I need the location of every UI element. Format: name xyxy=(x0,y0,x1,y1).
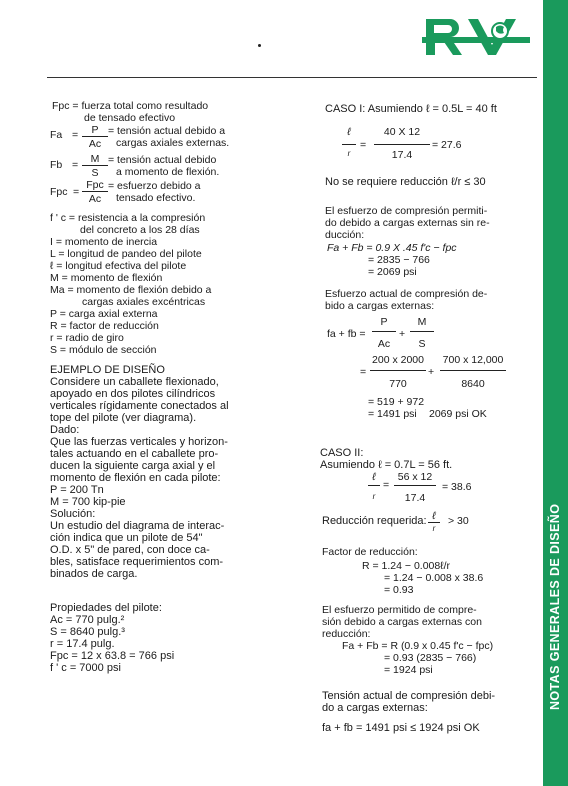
perm2-eq: = 0.93 (2835 − 766) xyxy=(384,652,477,664)
r-den: 17.4 xyxy=(404,492,426,504)
solution-line: Solución: xyxy=(50,508,96,520)
def-line: S = módulo de sección xyxy=(50,344,157,356)
def-line: f ' c = resistencia a la compresión xyxy=(50,212,206,224)
perm-text: ducción: xyxy=(325,229,365,241)
props-line: Propiedades del pilote: xyxy=(50,602,162,614)
example-line: Dado: xyxy=(50,424,80,436)
solution-line: O.D. x 5" de pared, con doce ca- xyxy=(50,544,210,556)
solution-line: binados de carga. xyxy=(50,568,138,580)
example-line: ducen la siguiente carga axial y el xyxy=(50,460,216,472)
perm2-eq: = 1924 psi xyxy=(384,664,433,676)
fpc-def-line1: Fpc = fuerza total como resultado xyxy=(52,100,209,112)
frac-s: S xyxy=(418,338,426,350)
solution-line: bles, satisface requerimientos com- xyxy=(50,556,224,568)
ratio-den: 17.4 xyxy=(391,149,413,161)
ratio-lhs-den: r xyxy=(347,149,351,158)
props-line: S = 8640 pulg.³ xyxy=(50,626,125,638)
perm-eq: = 2835 − 766 xyxy=(368,254,430,266)
n2: 700 x 12,000 xyxy=(442,354,504,366)
def-line: ℓ = longitud efectiva del pilote xyxy=(50,260,187,272)
example-line: momento de flexión en cada pilote: xyxy=(50,472,221,484)
fpc-den: Ac xyxy=(88,193,102,205)
perm2-text: reducción: xyxy=(322,628,371,640)
act2-text: Tensión actual de compresión debi- xyxy=(322,690,496,702)
fb-text1: = tensión actual debido xyxy=(108,154,217,166)
act-text: bido a cargas externas: xyxy=(325,300,435,312)
frac-p: P xyxy=(380,316,388,328)
caso2-assume: Asumiendo ℓ = 0.7L = 56 ft. xyxy=(320,459,453,471)
result-line: = 1491 psi xyxy=(368,408,417,420)
perm-text: El esfuerzo de compresión permiti- xyxy=(325,205,488,217)
perm-eq: Fa + Fb = 0.9 X .45 f'c − fpc xyxy=(327,242,457,254)
r-eq: R = 1.24 − 0.008ℓ/r xyxy=(362,560,451,572)
final-check: fa + fb = 1491 psi ≤ 1924 psi OK xyxy=(322,722,480,734)
act2-text: do a cargas externas: xyxy=(322,702,428,714)
ok-line: 2069 psi OK xyxy=(429,408,487,420)
top-rule xyxy=(47,77,537,78)
def-line: del concreto a los 28 días xyxy=(80,224,200,236)
r-num: 56 x 12 xyxy=(397,471,433,483)
r-eq: = 0.93 xyxy=(384,584,414,596)
perm2-text: El esfuerzo permitido de compre- xyxy=(322,604,477,616)
caso1-title: CASO I: Asumiendo ℓ = 0.5L = 40 ft xyxy=(325,103,497,115)
no-reduction: No se requiere reducción ℓ/r ≤ 30 xyxy=(325,176,486,188)
def-line: P = carga axial externa xyxy=(50,308,158,320)
def-line: L = longitud de pandeo del pilote xyxy=(50,248,202,260)
example-line: M = 700 kip-pie xyxy=(50,496,126,508)
fpc-text1: = esfuerzo debido a xyxy=(108,180,201,192)
frac-ac: Ac xyxy=(377,338,391,350)
r-eq: = 1.24 − 0.008 x 38.6 xyxy=(384,572,484,584)
rv-logo xyxy=(422,17,530,57)
def-line: r = radio de giro xyxy=(50,332,124,344)
def-line: cargas axiales excéntricas xyxy=(82,296,206,308)
ratio-result: = 27.6 xyxy=(432,139,462,151)
example-line: Considere un caballete flexionado, xyxy=(50,376,219,388)
fb-den: S xyxy=(91,167,99,179)
factor-label: Factor de reducción: xyxy=(322,546,418,558)
fpc-text2: tensado efectivo. xyxy=(116,192,196,204)
fb-text2: a momento de flexión. xyxy=(116,166,220,178)
example-line: tales actuando en el caballete pro- xyxy=(50,448,219,460)
props-line: r = 17.4 pulg. xyxy=(50,638,115,650)
perm2-text: sión debido a cargas externas con xyxy=(322,616,482,628)
def-line: R = factor de reducción xyxy=(50,320,159,332)
d2: 8640 xyxy=(461,378,485,390)
perm-text: do debido a cargas externas sin re- xyxy=(325,217,490,229)
perm-eq: = 2069 psi xyxy=(368,266,417,278)
fb-num: M xyxy=(90,153,100,165)
fa-den: Ac xyxy=(88,138,102,150)
example-line: verticales rígidamente conectados al xyxy=(50,400,229,412)
frac-m: M xyxy=(417,316,427,328)
example-line: Que las fuerzas verticales y horizon- xyxy=(50,436,228,448)
fa-lhs: Fa xyxy=(50,129,63,141)
def-line: M = momento de flexión xyxy=(50,272,163,284)
fa-num: P xyxy=(91,124,99,136)
fb-lhs: Fb xyxy=(50,159,63,171)
document-page: Fpc = fuerza total como resultado de tensado efectivo Fa = P Ac = tensión actual debido a cargas axiales externas. Fb = M S = tensión actual debido a momento de flexión. Fpc = Fpc Ac = esfuerzo debido a tensado efectivo. f ' c = resistencia a la compresión del concreto a los 28 días I = momento de inercia L = longitud de pandeo del pilote ℓ = longitud efectiva del pilote M = momento de flexión Ma = momento de flexión debido a cargas axiales excéntricas P = carga axial externa R = factor de reducción r = radio de giro S = módulo de sección EJEMPLO DE DISEÑO Considere un caballete flexionado, apoyado en dos pilotes cilíndricos verticales rígidamente conectados al tope del pilote (ver diagrama). Dado: Que las fuerzas verticales y horizon- tales actuando en el caballete pro- ducen la siguiente carga axial y el momento de flexión en cada pilote: P = 200 Tn M = 700 kip-pie Solución: Un estudio del diagrama de interac- ción indica que un pilote de 54" O.D. x 5" de pared, con doce ca- bles, satisface requerimientos com- binados de carga. Propiedades del pilote: Ac = 770 pulg.² S = 8640 pulg.³ r = 17.4 pulg. Fpc = 12 x 63.8 = 766 psi f ' c = 7000 psi CASO I: Asumiendo ℓ = 0.5L = 40 ft ℓ r = 40 X 12 17.4 = 27.6 No se requiere reducción ℓ/r ≤ 30 El esfuerzo de compresión permiti- do debido a cargas externas sin re- ducción: Fa + Fb = 0.9 X .45 f'c − fpc = 2835 − 766 = 2069 psi Esfuerzo actual de compresión de- bido a cargas externas: fa + fb = P Ac + M S = 200 x 2000 770 + 700 x 12,000 8640 = 519 + 972 = 1491 psi 2069 psi OK CASO II: Asumiendo ℓ = 0.7L = 56 ft. ℓ r = 56 x 12 17.4 = 38.6 Reducción requerida: ℓ r > 30 Factor de reducción: R = 1.24 − 0.008ℓ/r = 1.24 − 0.008 x 38.6 = 0.93 El esfuerzo permitido de compre- sión debido a cargas externas con reducción: Fa + Fb = R (0.9 x 0.45 f'c − fpc) = 0.93 (2835 − 766) = 1924 psi Tensión actual de compresión debi- do a cargas externas: fa + fb = 1491 psi ≤ 1924 psi OK NOTAS GENERALES DE DISEÑO xyxy=(0,0,568,786)
fpc-num: Fpc xyxy=(86,179,104,191)
solution-line: Un estudio del diagrama de interac- xyxy=(50,520,225,532)
def-line: I = momento de inercia xyxy=(50,236,158,248)
fa-text1: = tensión actual debido a xyxy=(108,125,226,137)
ratio-num: 40 X 12 xyxy=(383,126,421,138)
red-req-label: Reducción requerida: xyxy=(322,515,427,527)
sum-line: = 519 + 972 xyxy=(368,396,425,408)
def-line: Ma = momento de flexión debido a xyxy=(50,284,212,296)
example-line: P = 200 Tn xyxy=(50,484,104,496)
d1: 770 xyxy=(389,378,407,390)
act-eq-lhs: fa + fb = xyxy=(327,328,366,340)
props-line: Fpc = 12 x 63.8 = 766 psi xyxy=(50,650,175,662)
ratio-lhs-num: ℓ xyxy=(347,126,351,138)
fa-text2: cargas axiales externas. xyxy=(116,137,230,149)
props-line: Ac = 770 pulg.² xyxy=(50,614,125,626)
fpc-lhs: Fpc xyxy=(50,186,68,198)
print-dot xyxy=(258,44,261,47)
example-heading: EJEMPLO DE DISEÑO xyxy=(50,364,165,376)
caso2-title: CASO II: xyxy=(320,447,364,459)
n1: 200 x 2000 xyxy=(372,354,424,366)
side-title: NOTAS GENERALES DE DISEÑO xyxy=(548,503,562,710)
r-result: = 38.6 xyxy=(442,481,472,493)
act-text: Esfuerzo actual de compresión de- xyxy=(325,288,488,300)
fpc-def-line2: de tensado efectivo xyxy=(84,112,176,124)
example-line: tope del pilote (ver diagrama). xyxy=(50,412,197,424)
solution-line: ción indica que un pilote de 54" xyxy=(50,532,203,544)
red-req-value: > 30 xyxy=(448,515,469,527)
example-line: apoyado en dos pilotes cilíndricos xyxy=(50,388,216,400)
props-line: f ' c = 7000 psi xyxy=(50,662,121,674)
perm2-eq: Fa + Fb = R (0.9 x 0.45 f'c − fpc) xyxy=(342,640,494,652)
